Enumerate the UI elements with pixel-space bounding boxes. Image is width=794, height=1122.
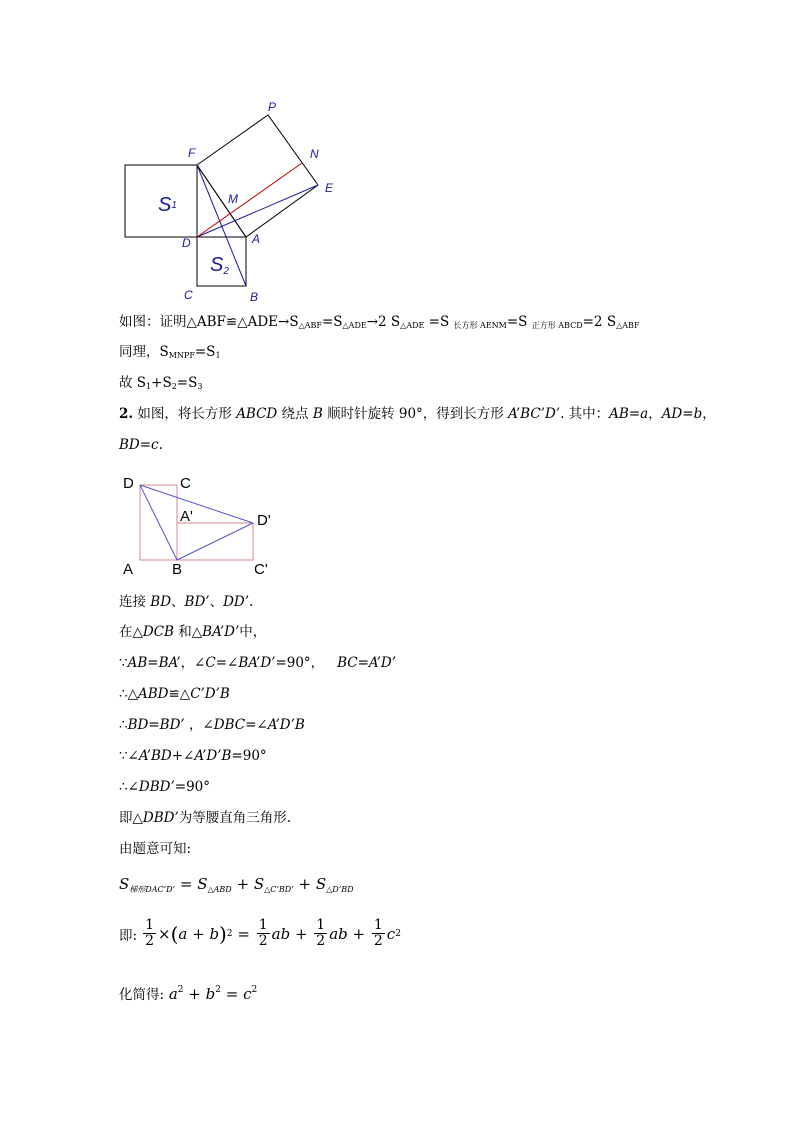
proof2-line1: 连接 BD、BD’、DD’.: [119, 594, 254, 610]
segment-bd: [140, 485, 177, 560]
fig2-label-c: C: [180, 475, 191, 492]
figure-rotated-rectangle: [115, 470, 285, 580]
label-m: M: [228, 192, 238, 206]
fig2-label-d: D: [123, 475, 134, 492]
label-s2: S2: [210, 254, 229, 277]
segment-bd1: [177, 523, 253, 560]
proof2-line9: 由题意可知:: [119, 841, 192, 857]
proof1-line3: 故 $S_1+S_2=S_3$: [119, 375, 203, 391]
fig2-label-a: A: [123, 561, 134, 578]
fig2-label-c1: C': [254, 561, 268, 578]
segment-dn: [197, 163, 302, 237]
label-f: F: [188, 146, 196, 160]
proof2-line4: ∴△ABD≌△C’D’B: [119, 686, 230, 702]
proof2-line7: ∴∠DBD’=90°: [119, 779, 211, 795]
proof2-line2: 在△DCB 和△BA’D’中，: [119, 624, 267, 640]
label-e: E: [325, 181, 334, 195]
figure-pythagoras-squares: [110, 95, 360, 310]
proof2-line8: 即△DBD’为等腰直角三角形.: [119, 810, 292, 826]
label-s1: S1: [158, 194, 177, 216]
proof1-line1: 如图：证明$\triangle ABF≌\triangle ADE\to S_{\triangle ABF}=S_{\triangle ADE}\to 2$ $S_{\triangle ADE} =S$ 长方形 AENM=S 正方形 ABCD=2 $S_{\triangle ABF}$: [119, 314, 640, 330]
proof2-line3: ∵AB=BA’，∠C=∠BA’D’=90°， BC=A’D’: [119, 655, 397, 671]
equation-result: 化简得: $a^2 + b^2 = c^2$: [119, 985, 258, 1003]
label-n: N: [310, 147, 319, 161]
label-p: P: [268, 100, 277, 114]
square-s3: [197, 115, 318, 237]
proof2-line6: ∵∠A’BD+∠A’D’B=90°: [119, 748, 267, 764]
proof2-line5: ∴BD=BD’ ，∠DBC=∠A’D’B: [119, 717, 305, 733]
fig2-label-a1: A': [180, 508, 193, 525]
problem2-statement-line1: 2. 如图，将长方形 ABCD 绕点 B 顺时针旋转 90°，得到长方形 A’BC’D’. 其中：AB=a，AD=b，: [119, 406, 716, 422]
fig2-label-d1: D': [257, 512, 271, 529]
fig2-label-b: B: [172, 561, 183, 578]
label-d: D: [182, 236, 191, 250]
equation-area-sum: $S_{梯形DAC’D’} = S_{\triangle ABD} + S_{\triangle C’BD’} + S_{\triangle D’BD}$: [119, 875, 354, 894]
equation-trapezoid: 即: $\frac{1}{2}$ × ( a + b ) 2 = $\frac{1}{2}$ ab + $\frac{1}{2}$ ab + $\frac{1}{2}$ c 2: [119, 917, 401, 949]
label-b: B: [250, 290, 259, 304]
segment-dd1: [140, 485, 253, 523]
proof1-line2: 同理，$S_{MNPF}=S_1$: [119, 344, 221, 360]
problem2-statement-line2: BD=c.: [119, 437, 163, 453]
label-a: A: [252, 232, 261, 246]
fraction-half: $\frac{1}{2}$: [145, 917, 154, 949]
label-c: C: [184, 288, 193, 302]
